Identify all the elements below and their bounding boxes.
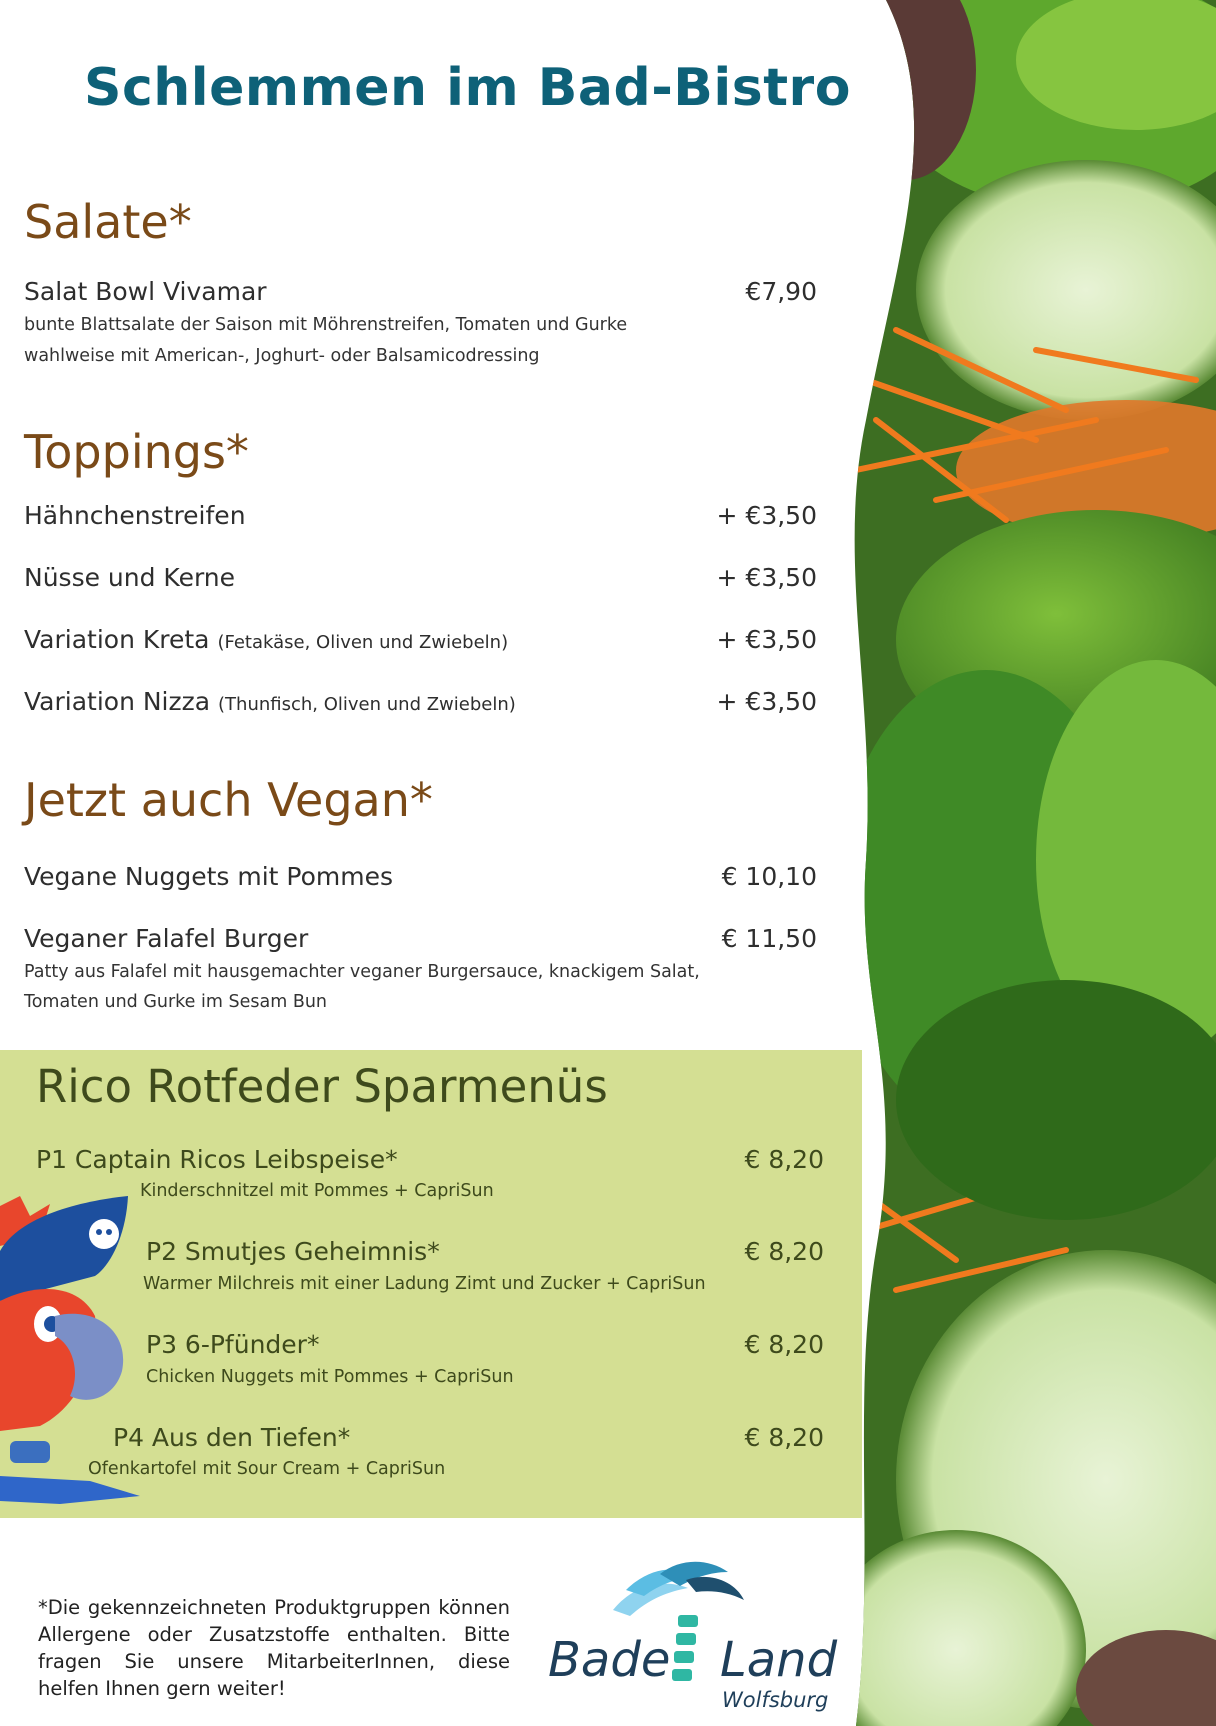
topping-name: Nüsse und Kerne [24, 563, 236, 592]
kids-item-name: P3 6-Pfünder* [146, 1330, 320, 1359]
kids-item-name: P2 Smutjes Geheimnis* [146, 1237, 440, 1266]
menu-item-price: € 10,10 [721, 862, 817, 891]
logo-word-bade: Bade [548, 1632, 671, 1688]
logo-word-land: Land [720, 1632, 838, 1688]
parrot-mascot-illustration [0, 1196, 140, 1506]
kids-item-name: P4 Aus den Tiefen* [113, 1423, 351, 1452]
menu-item-price: €7,90 [745, 277, 817, 306]
salad-photo [836, 0, 1216, 1726]
menu-item-price: € 11,50 [721, 924, 817, 953]
badeland-logo [548, 1540, 838, 1710]
topping-price: + €3,50 [716, 563, 817, 592]
topping-item [24, 625, 508, 654]
topping-item [24, 501, 246, 530]
section-heading-kids: Rico Rotfeder Sparmenüs [36, 1060, 608, 1113]
topping-price: + €3,50 [716, 687, 817, 716]
kids-item-price: € 8,20 [744, 1145, 824, 1174]
topping-name: Hähnchenstreifen [24, 501, 246, 530]
logo-city: Wolfsburg [722, 1688, 829, 1712]
topping-item [24, 687, 516, 716]
section-heading-salate: Salate* [24, 195, 192, 249]
menu-item-description: wahlweise mit American-, Joghurt- oder Balsamicodressing [24, 346, 540, 366]
kids-item-price: € 8,20 [744, 1237, 824, 1266]
kids-item-description: Kinderschnitzel mit Pommes + CapriSun [140, 1181, 494, 1201]
kids-item-name: P1 Captain Ricos Leibspeise* [36, 1145, 398, 1174]
menu-item-description: Tomaten und Gurke im Sesam Bun [24, 992, 328, 1012]
kids-item-description: Ofenkartofel mit Sour Cream + CapriSun [88, 1459, 446, 1479]
topping-name: Variation Kreta [24, 625, 210, 654]
menu-item-name: Salat Bowl Vivamar [24, 277, 267, 306]
topping-price: + €3,50 [716, 501, 817, 530]
menu-item-name: Veganer Falafel Burger [24, 924, 309, 953]
topping-name: Variation Nizza [24, 687, 211, 716]
topping-price: + €3,50 [716, 625, 817, 654]
menu-item-description: Patty aus Falafel mit hausgemachter veganer Burgersauce, knackigem Salat, [24, 962, 700, 982]
topping-note: (Fetakäse, Oliven und Zwiebeln) [217, 632, 509, 653]
allergen-footnote: *Die gekennzeichneten Produktgruppen können Allergene oder Zusatzstoffe enthalten. Bitte fragen Sie unsere MitarbeiterInnen, diese helfen Ihnen gern weiter! [38, 1596, 510, 1700]
topping-item [24, 563, 235, 592]
menu-item-description: bunte Blattsalate der Saison mit Möhrenstreifen, Tomaten und Gurke [24, 315, 628, 335]
kids-item-price: € 8,20 [744, 1330, 824, 1359]
section-heading-toppings: Toppings* [24, 425, 249, 479]
menu-item-name: Vegane Nuggets mit Pommes [24, 862, 393, 891]
page-title: Schlemmen im Bad-Bistro [84, 58, 851, 118]
kids-item-price: € 8,20 [744, 1423, 824, 1452]
section-heading-vegan: Jetzt auch Vegan* [24, 773, 433, 827]
topping-note: (Thunfisch, Oliven und Zwiebeln) [218, 694, 516, 715]
kids-item-description: Warmer Milchreis mit einer Ladung Zimt und Zucker + CapriSun [143, 1274, 706, 1294]
kids-item-description: Chicken Nuggets mit Pommes + CapriSun [146, 1367, 514, 1387]
